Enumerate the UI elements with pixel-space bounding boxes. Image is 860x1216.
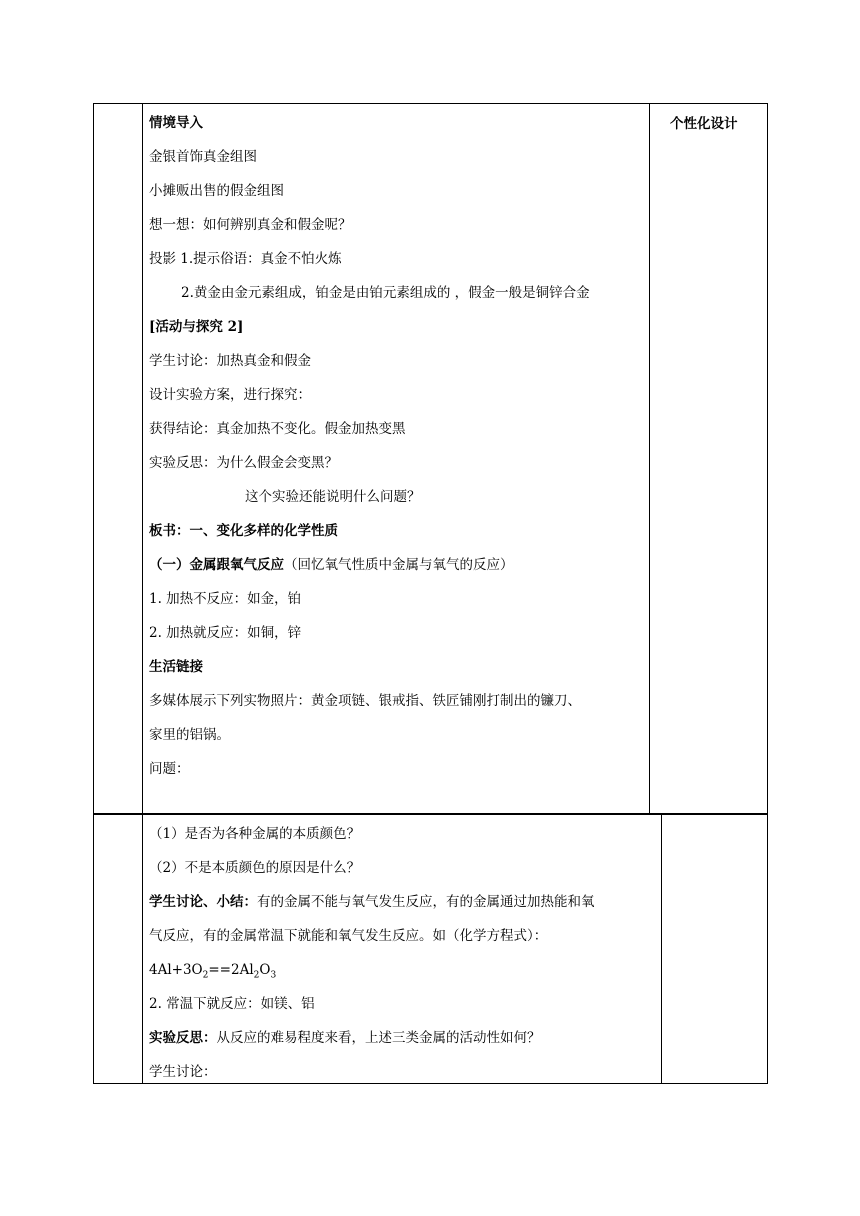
- table2-divider-left: [142, 814, 143, 1084]
- text-line: 2. 加热就反应：如铜，锌: [149, 625, 302, 641]
- text-line: （2）不是本质颜色的原因是什么？: [149, 860, 361, 876]
- equation-subscript: 2: [202, 970, 209, 981]
- text-line: [149, 1021, 657, 1055]
- text-line: 金银首饰真金组图: [149, 149, 257, 165]
- table2-divider-right: [661, 814, 662, 1084]
- chemical-equation: [149, 953, 657, 987]
- equation-part: ==2Al: [208, 962, 254, 978]
- text-line: 设计实验方案，进行探究：: [149, 387, 311, 403]
- text-span: 有的金属不能与氧气发生反应，有的金属通过加热能和氧: [257, 894, 595, 910]
- heading-metal-oxygen: （一）金属跟氧气反应: [149, 557, 284, 573]
- text-line: 2.黄金由金元素组成，铂金是由铂元素组成的 ，假金一般是铜锌合金: [181, 285, 590, 301]
- text-line: 学生讨论：: [149, 1064, 217, 1080]
- text-line: 2. 常温下就反应：如镁、铝: [149, 996, 315, 1012]
- table1-divider-right: [649, 103, 650, 814]
- table2-content: [149, 817, 657, 1089]
- text-line: 1. 加热不反应：如金，铂: [149, 591, 302, 607]
- heading-discussion-summary: 学生讨论、小结：: [149, 894, 257, 910]
- text-line: 小摊贩出售的假金组图: [149, 183, 284, 199]
- text-line: 学生讨论：加热真金和假金: [149, 353, 311, 369]
- table1-content: [149, 106, 644, 786]
- table1-divider-left: [142, 103, 143, 814]
- personalized-design-heading: 个性化设计: [670, 116, 738, 132]
- text-line: [149, 548, 644, 582]
- text-line: 家里的铝锅。: [149, 727, 230, 743]
- text-line: [149, 885, 657, 919]
- text-line: 想一想：如何辨别真金和假金呢？: [149, 217, 352, 233]
- equation-subscript: 2: [253, 970, 260, 981]
- heading-blackboard: 板书：一、变化多样的化学性质: [149, 523, 338, 539]
- text-line: 实验反思：为什么假金会变黑？: [149, 455, 338, 471]
- heading-reflection: 实验反思：: [149, 1030, 217, 1046]
- equation-part: 4Al+3O: [149, 962, 203, 978]
- text-line: （1）是否为各种金属的本质颜色？: [149, 826, 361, 842]
- text-line: 投影 1.提示俗语：真金不怕火炼: [149, 251, 342, 267]
- text-line: 多媒体展示下列实物照片：黄金项链、银戒指、铁匠铺刚打制出的镰刀、: [149, 693, 581, 709]
- text-line: 问题：: [149, 761, 190, 777]
- text-span: 从反应的难易程度来看，上述三类金属的活动性如何？: [216, 1030, 541, 1046]
- text-line: 获得结论：真金加热不变化。假金加热变黑: [149, 421, 406, 437]
- text-line: 气反应，有的金属常温下就能和氧气发生反应。如（化学方程式）：: [149, 928, 548, 944]
- heading-scenario-intro: 情境导入: [149, 115, 203, 131]
- equation-subscript: 3: [270, 970, 277, 981]
- heading-activity: [活动与探究 2]: [149, 319, 244, 335]
- text-line: 这个实验还能说明什么问题？: [245, 489, 421, 505]
- heading-life-link: 生活链接: [149, 659, 203, 675]
- text-span: （回忆氧气性质中金属与氧气的反应）: [284, 557, 514, 573]
- equation-part: O: [259, 962, 271, 978]
